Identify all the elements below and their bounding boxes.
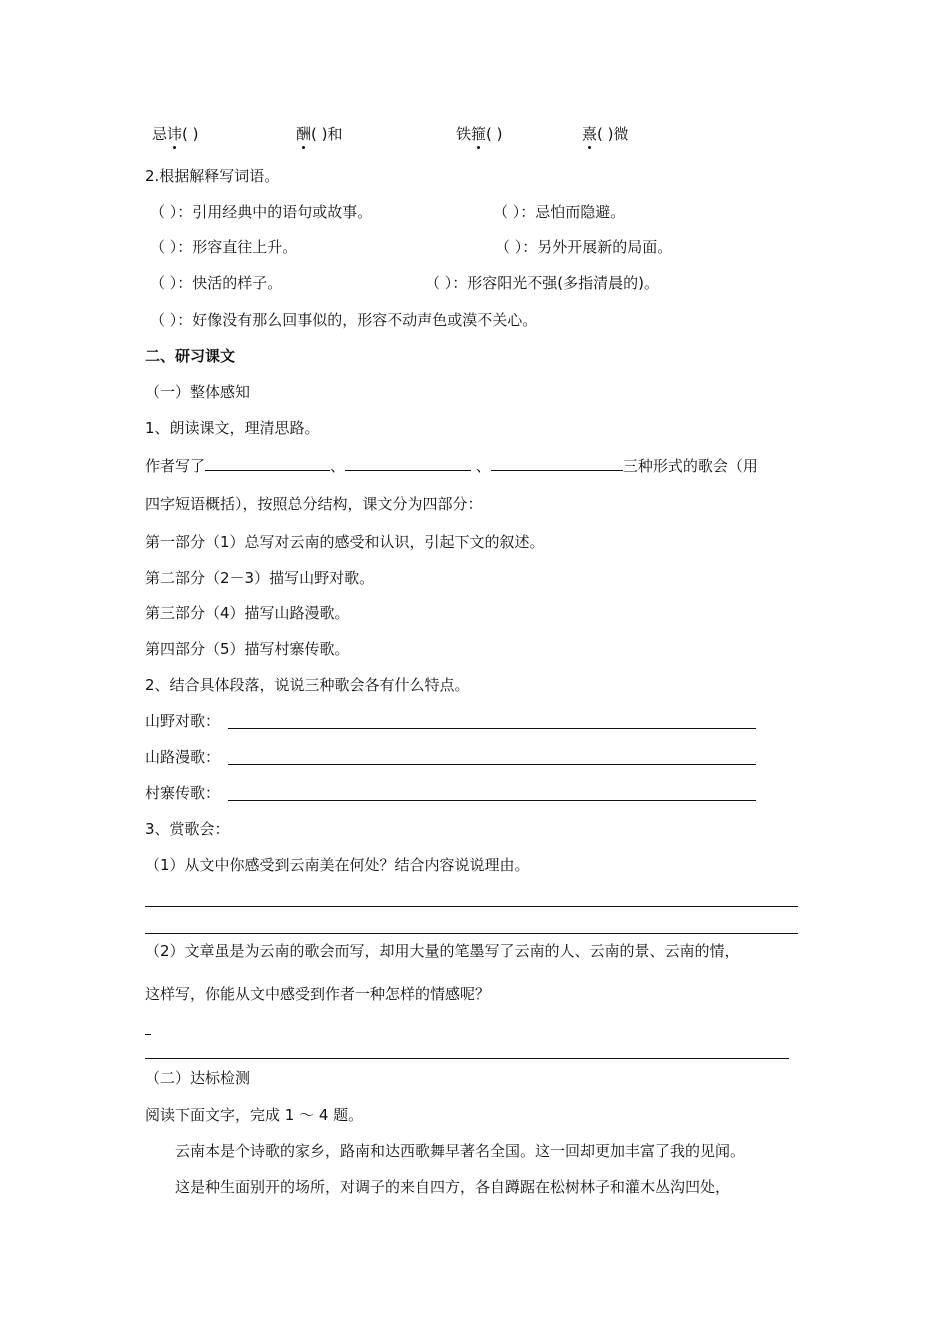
q2-item: （ ）：引用经典中的语句或故事。 bbox=[150, 203, 373, 221]
answer-line[interactable] bbox=[228, 728, 756, 729]
dotted-char: 讳 bbox=[167, 125, 183, 143]
fill-suffix: 三种形式的歌会（用 bbox=[622, 457, 758, 475]
separator: 、 bbox=[471, 457, 491, 475]
pinyin-char: 铁 bbox=[456, 125, 472, 143]
part-line: 第二部分（2－3）描写山野对歌。 bbox=[145, 569, 375, 587]
pinyin-item-3 bbox=[456, 124, 503, 144]
pinyin-blank: ( )微 bbox=[597, 125, 629, 143]
dotted-char: 箍 bbox=[471, 125, 487, 143]
song-label: 村寨传歌： bbox=[145, 784, 221, 802]
fill-line-2: 四字短语概括），按照总分结构，课文分为四部分： bbox=[145, 495, 483, 513]
pinyin-blank: ( ) bbox=[182, 125, 199, 143]
answer-blank[interactable] bbox=[491, 454, 623, 471]
pinyin-item-4 bbox=[582, 124, 629, 144]
answer-line[interactable] bbox=[145, 1058, 789, 1059]
question: （2）文章虽是为云南的歌会而写，却用大量的笔墨写了云南的人、云南的景、云南的情， bbox=[145, 942, 740, 960]
q2-item: （ ）：忌怕而隐避。 bbox=[493, 203, 626, 221]
q2-item: （ ）：好像没有那么回事似的，形容不动声色或漠不关心。 bbox=[150, 311, 538, 329]
fill-line bbox=[145, 454, 758, 476]
question: 3、赏歌会： bbox=[145, 820, 230, 838]
answer-blank[interactable] bbox=[205, 454, 330, 471]
subsection-title: （一）整体感知 bbox=[145, 383, 251, 401]
question: 1、朗读课文，理清思路。 bbox=[145, 419, 320, 437]
pinyin-blank: ( ) bbox=[486, 125, 503, 143]
pinyin-item-2 bbox=[296, 124, 343, 144]
passage-paragraph: 这是种生面别开的场所，对调子的来自四方，各自蹲踞在松树林子和灌木丛沟凹处， bbox=[175, 1178, 731, 1196]
part-line: 第四部分（5）描写村寨传歌。 bbox=[145, 640, 350, 658]
q2-item: （ ）：形容阳光不强(多指清晨的)。 bbox=[425, 274, 659, 292]
reading-intro: 阅读下面文字，完成 1 ～ 4 题。 bbox=[145, 1106, 364, 1124]
pinyin-blank: ( )和 bbox=[311, 125, 343, 143]
section-title: 二、研习课文 bbox=[145, 347, 236, 365]
part-line: 第三部分（4）描写山路漫歌。 bbox=[145, 604, 350, 622]
fill-prefix: 作者写了 bbox=[145, 457, 206, 475]
passage-paragraph: 云南本是个诗歌的家乡，路南和达西歌舞早著名全国。这一回却更加丰富了我的见闻。 bbox=[175, 1142, 746, 1160]
q2-item: （ ）：快活的样子。 bbox=[150, 274, 283, 292]
part-line: 第一部分（1）总写对云南的感受和认识，引起下文的叙述。 bbox=[145, 533, 545, 551]
subsection-title: （二）达标检测 bbox=[145, 1069, 251, 1087]
q2-item: （ ）：形容直往上升。 bbox=[150, 238, 298, 256]
pinyin-item-1 bbox=[152, 124, 199, 144]
question: 这样写，你能从文中感受到作者一种怎样的情感呢？ bbox=[145, 985, 491, 1003]
q2-item: （ ）：另外开展新的局面。 bbox=[495, 238, 673, 256]
answer-line[interactable] bbox=[228, 764, 756, 765]
answer-blank[interactable] bbox=[345, 454, 471, 471]
separator: 、 bbox=[330, 457, 346, 475]
song-label: 山路漫歌： bbox=[145, 748, 221, 766]
pinyin-char: 忌 bbox=[152, 125, 168, 143]
answer-line[interactable] bbox=[145, 933, 798, 934]
answer-line[interactable] bbox=[145, 906, 798, 907]
song-label: 山野对歌： bbox=[145, 712, 221, 730]
dotted-char: 熹 bbox=[582, 125, 598, 143]
question: 2、结合具体段落，说说三种歌会各有什么特点。 bbox=[145, 676, 470, 694]
q2-title: 2.根据解释写词语。 bbox=[145, 167, 280, 185]
answer-start-mark bbox=[145, 1034, 151, 1035]
answer-line[interactable] bbox=[228, 800, 756, 801]
dotted-char: 酬 bbox=[296, 125, 312, 143]
question: （1）从文中你感受到云南美在何处？结合内容说说理由。 bbox=[145, 856, 530, 874]
